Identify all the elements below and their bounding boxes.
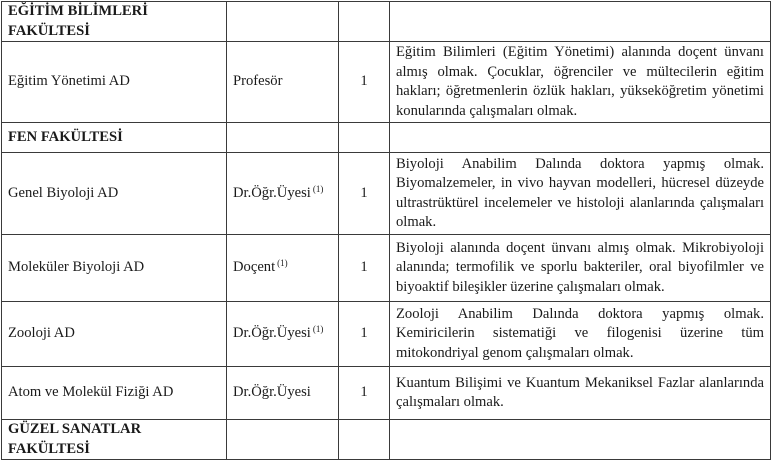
table-row	[2, 42, 771, 123]
title-text: Dr.Öğr.Üyesi	[233, 184, 311, 201]
title-cell	[227, 235, 339, 302]
department-cell: Eğitim Yönetimi AD	[2, 42, 227, 123]
faculty-name-line2: FAKÜLTESİ	[8, 440, 90, 457]
requirement-cell: Kuantum Bilişimi ve Kuantum Mekaniksel Fazlar alanlarında çalışmaları olmak.	[390, 367, 771, 420]
empty-cell	[339, 2, 390, 42]
count-cell: 1	[339, 235, 390, 302]
table-row	[2, 235, 771, 302]
department-cell: Genel Biyoloji AD	[2, 153, 227, 235]
faculty-row-egitim-bilimleri	[2, 2, 771, 42]
footnote-marker: (1)	[277, 258, 288, 269]
empty-cell	[390, 123, 771, 153]
title-text: Profesör	[233, 73, 283, 90]
department-cell: Zooloji AD	[2, 302, 227, 367]
title-cell	[227, 42, 339, 123]
empty-cell	[227, 123, 339, 153]
table-row	[2, 302, 771, 367]
faculty-positions-table	[1, 1, 771, 460]
title-text: Doçent	[233, 259, 276, 276]
faculty-row-fen	[2, 123, 771, 153]
requirement-cell: Zooloji Anabilim Dalında doktora yapmış olmak. Kemiricilerin sistematiği ve filogenisi üzerine tüm mitokondriyal genom çalışmaları olmak.	[390, 302, 771, 367]
faculty-row-guzel-sanatlar	[2, 420, 771, 460]
faculty-name-line1: EĞİTİM BİLİMLERİ	[8, 3, 148, 19]
requirement-cell: Biyoloji alanında doçent ünvanı almış olmak. Mikrobiyoloji alanında; termofilik ve sporlu bakteriler, oral biyofilmler ve biyoaktif bileşikler üzerine çalışmaları olmak.	[390, 235, 771, 302]
count-cell: 1	[339, 153, 390, 235]
faculty-name-line1: GÜZEL SANATLAR	[8, 421, 142, 437]
title-cell	[227, 302, 339, 367]
table-row	[2, 367, 771, 420]
title-text: Dr.Öğr.Üyesi	[233, 325, 311, 342]
empty-cell	[227, 2, 339, 42]
count-cell: 1	[339, 367, 390, 420]
table-row	[2, 153, 771, 235]
faculty-name-line2: FAKÜLTESİ	[8, 22, 90, 39]
department-cell: Moleküler Biyoloji AD	[2, 235, 227, 302]
requirement-cell: Biyoloji Anabilim Dalında doktora yapmış olmak. Biyomalzemeler, in vivo hayvan modelleri, hücresel düzeyde ultrastrüktürel incelemeler ve histoloji alanlarında çalışmaları olmak.	[390, 153, 771, 235]
empty-cell	[339, 123, 390, 153]
empty-cell	[227, 420, 339, 460]
count-cell: 1	[339, 302, 390, 367]
title-cell	[227, 367, 339, 420]
faculty-name-cell	[2, 420, 227, 460]
faculty-name-cell	[2, 2, 227, 42]
empty-cell	[339, 420, 390, 460]
requirement-cell: Eğitim Bilimleri (Eğitim Yönetimi) alanında doçent ünvanı almış olmak. Çocuklar, öğrenciler ve mültecilerin eğitim hakları; öğretmenlerin özlük hakları, yükseköğretim yönetimi konularında çalışmaları olmak.	[390, 42, 771, 123]
faculty-name-cell: FEN FAKÜLTESİ	[2, 123, 227, 153]
department-cell: Atom ve Molekül Fiziği AD	[2, 367, 227, 420]
title-cell	[227, 153, 339, 235]
title-text: Dr.Öğr.Üyesi	[233, 384, 311, 401]
empty-cell	[390, 2, 771, 42]
count-cell: 1	[339, 42, 390, 123]
footnote-marker: (1)	[312, 324, 324, 335]
footnote-marker: (1)	[312, 183, 324, 194]
empty-cell	[390, 420, 771, 460]
